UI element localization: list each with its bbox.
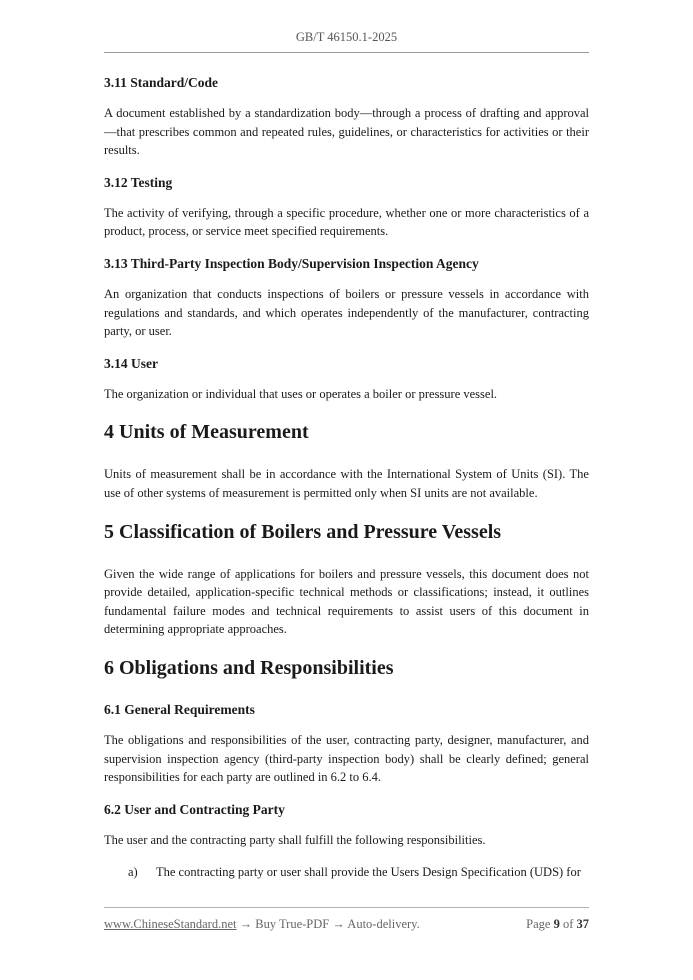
heading-3-11: 3.11 Standard/Code <box>104 75 219 90</box>
heading-section-5: 5 Classification of Boilers and Pressure Vessels <box>104 520 502 543</box>
list-marker-a: a) <box>128 865 138 880</box>
heading-section-4: 4 Units of Measurement <box>104 421 309 444</box>
header-divider <box>104 52 589 53</box>
page-prefix: Page <box>526 917 554 931</box>
heading-3-13: 3.13 Third-Party Inspection Body/Supervision Inspection Agency <box>104 255 479 271</box>
list-text-a: The contracting party or user shall provide the Users Design Specification (UDS) for <box>156 865 581 880</box>
page-header <box>104 30 589 45</box>
paragraph-3-11: A document established by a standardization body—through a process of drafting and approval—that prescribes common and repeated rules, guidelines, or characteristics for activities or their results. <box>104 106 589 158</box>
paragraph-3-13: An organization that conducts inspections of boilers or pressure vessels in accordance with regulations and standards, and which operates independently of the manufacturer, contracting party, or user. <box>104 286 589 339</box>
page-current: 9 <box>553 917 560 931</box>
heading-6-2: 6.2 User and Contracting Party <box>104 801 285 817</box>
paragraph-3-12: The activity of verifying, through a specific procedure, whether one or more characteristics of a product, process, or service meet specified requirements. <box>104 205 589 239</box>
paragraph-6-1: The obligations and responsibilities of the user, contracting party, designer, manufacturer, and supervision inspection agency (third-party inspection body) shall be clearly defined; general responsibilities for each party are outlined in 6.2 to 6.4. <box>104 732 589 785</box>
heading-3-12: 3.12 Testing <box>104 174 173 190</box>
heading-6-1: 6.1 General Requirements <box>104 701 255 717</box>
page-total: 37 <box>576 917 589 931</box>
footer-promo <box>104 917 420 932</box>
page-of: of <box>559 917 577 931</box>
document-body <box>104 74 589 882</box>
page-footer <box>104 917 589 932</box>
footer-divider <box>104 907 589 908</box>
paragraph-6-2: The user and the contracting party shall fulfill the following responsibilities. <box>104 832 486 847</box>
list-item-a <box>128 863 589 882</box>
promo-text: → Buy True-PDF → Auto-delivery. <box>236 917 420 931</box>
paragraph-section-4: Units of measurement shall be in accordance with the International System of Units (SI). The use of other systems of measurement is permitted only when SI units are not available. <box>104 467 589 500</box>
document-id: GB/T 46150.1-2025 <box>295 30 398 44</box>
paragraph-3-14: The organization or individual that uses or operates a boiler or pressure vessel. <box>104 386 498 401</box>
page-number <box>526 917 589 932</box>
heading-section-6: 6 Obligations and Responsibilities <box>104 656 394 679</box>
heading-3-14: 3.14 User <box>104 355 158 371</box>
paragraph-section-5: Given the wide range of applications for boilers and pressure vessels, this document does not provide detailed, application-specific technical methods or classifications; instead, it outlines fundamental failure modes and technical requirements to assist users of this document in determining appropriate approaches. <box>104 566 589 637</box>
site-link[interactable]: www.ChineseStandard.net <box>104 917 237 931</box>
